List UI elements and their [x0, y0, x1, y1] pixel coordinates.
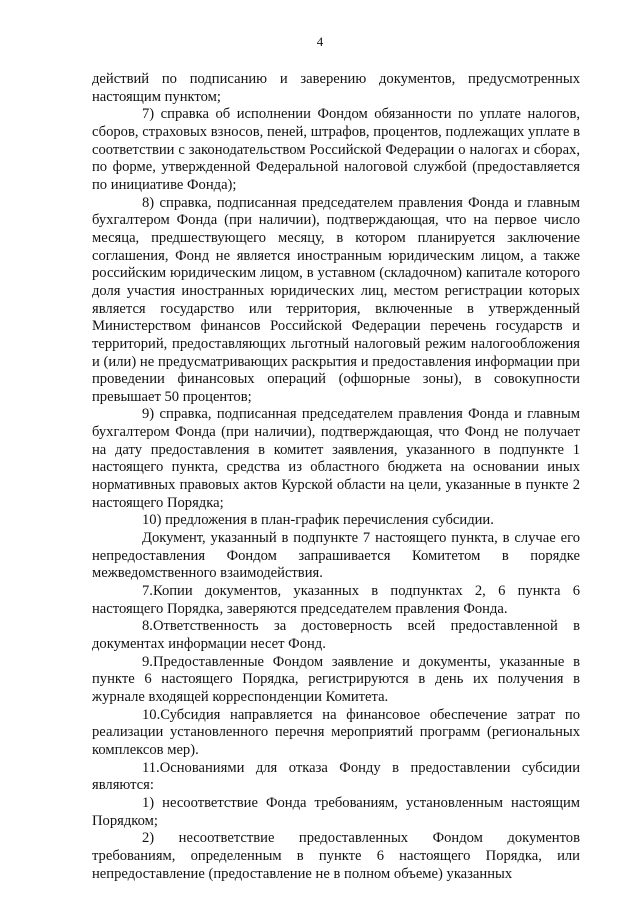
- paragraph-item-8: 8) справка, подписанная председателем правления Фонда и главным бухгалтером Фонда (при наличии), подтверждающая, что на первое число месяца, предшествующего месяцу, в котором планируется заключение соглашения, Фонд не является иностранным юридическим лицом, а также российским юридическим лицом, в уставном (складочном) капитале которого доля участия иностранных юридических лиц, местом регистрации которых является государство или территория, включенные в утвержденный Министерством финансов Российской Федерации перечень государств и территорий, предоставляющих льготный налоговый режим налогообложения и (или) не предусматривающих раскрытия и предоставления информации при проведении финансовых операций (офшорные зоны), в совокупности превышает 50 процентов;: [92, 194, 580, 405]
- paragraph-point-10: 10.Субсидия направляется на финансовое обеспечение затрат по реализации установленного перечня мероприятий программ (региональных комплексов мер).: [92, 706, 580, 758]
- paragraph-item-9: 9) справка, подписанная председателем правления Фонда и главным бухгалтером Фонда (при наличии), подтверждающая, что Фонд не получает на дату предоставления в комитет заявления, указанного в подпункте 1 настоящего пункта, средства из областного бюджета на основании иных нормативных правовых актов Курской области на цели, указанные в пункте 2 настоящего Порядка;: [92, 406, 580, 511]
- paragraph-continuation: действий по подписанию и заверению документов, предусмотренных настоящим пунктом;: [92, 71, 580, 105]
- paragraph-ground-2: 2) несоответствие предоставленных Фондом документов требованиям, определенным в пункте 6 настоящего Порядка, или непредоставление (предоставление не в полном объеме) указанных: [92, 830, 580, 882]
- paragraph-point-11: 11.Основаниями для отказа Фонду в предоставлении субсидии являются:: [92, 759, 580, 794]
- paragraph-interagency-request: Документ, указанный в подпункте 7 настоящего пункта, в случае его непредоставления Фондом запрашивается Комитетом в порядке межведомственного взаимодействия.: [92, 530, 580, 582]
- page-number: 4: [316, 34, 324, 49]
- paragraph-point-8: 8.Ответственность за достоверность всей предоставленной в документах информации несет Фонд.: [92, 618, 580, 652]
- paragraph-item-10: 10) предложения в план-график перечисления субсидии.: [142, 512, 494, 529]
- paragraph-point-7: 7.Копии документов, указанных в подпунктах 2, 6 пункта 6 настоящего Порядка, заверяются председателем правления Фонда.: [92, 583, 580, 617]
- paragraph-item-7: 7) справка об исполнении Фондом обязанности по уплате налогов, сборов, страховых взносов, пеней, штрафов, процентов, подлежащих уплате в соответствии с законодательством Российской Федерации о налогах и сборах, по форме, утвержденной Федеральной налоговой службой (предоставляется по инициативе Фонда);: [92, 106, 580, 193]
- paragraph-point-9: 9.Предоставленные Фондом заявление и документы, указанные в пункте 6 настоящего Порядка, регистрируются в день их получения в журнале входящей корреспонденции Комитета.: [92, 653, 580, 705]
- paragraph-ground-1: 1) несоответствие Фонда требованиям, установленным настоящим Порядком;: [92, 794, 580, 829]
- document-body: [92, 71, 580, 883]
